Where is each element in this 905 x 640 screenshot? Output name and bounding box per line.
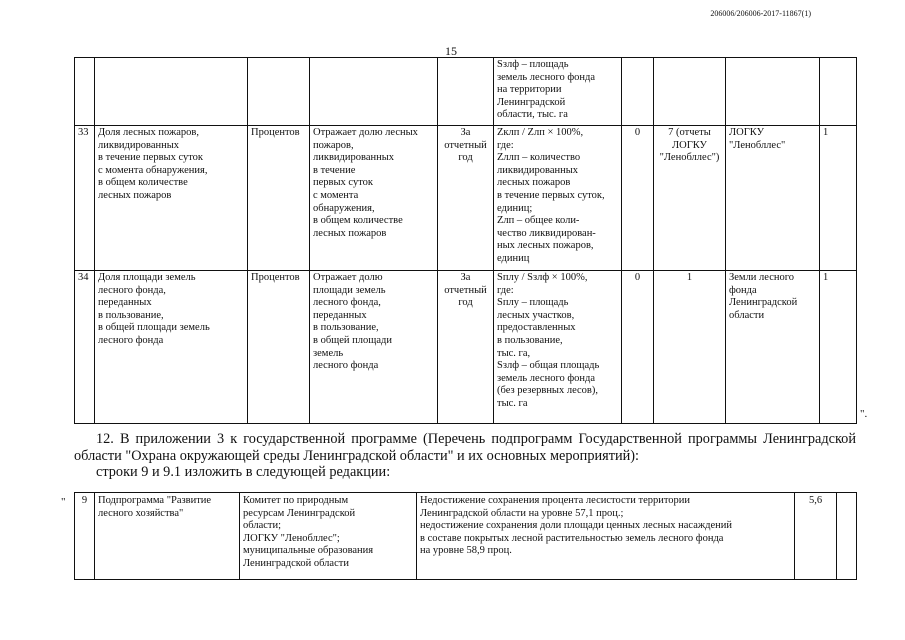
cell-source: 1 — [654, 271, 726, 424]
closing-quote: ". — [860, 408, 868, 420]
cell-responsible: Земли лесного фонда Ленинградской области — [726, 271, 820, 424]
cell-num — [75, 58, 95, 126]
cell-executors: Комитет по природным ресурсам Ленинградской области; ЛОГКУ "Ленобллес"; муниципальные образования Ленинградской области — [240, 493, 417, 580]
paragraph-text: 12. В приложении 3 к государственной программе (Перечень подпрограмм Государственной программы Ленинградской области "Охрана окружающей среды Ленинградской области" и их основных мероприятий): — [74, 431, 856, 464]
cell-num: 33 — [75, 126, 95, 271]
cell-last: 1 — [820, 126, 857, 271]
cell-formula: Zклп / Zлп × 100%, где: Zллп – количество ликвидированных лесных пожаров в течение первых суток, единиц; Zлп – общее коли- чество ликвидирован- ных лесных пожаров, единиц — [494, 126, 622, 271]
cell-desc — [310, 58, 438, 126]
cell-unit: Процентов — [248, 271, 310, 424]
cell-name: Доля площади земель лесного фонда, переданных в пользование, в общей площади земель лесного фонда — [95, 271, 248, 424]
table-row — [75, 126, 857, 271]
cell-base — [622, 58, 654, 126]
page-number: 15 — [445, 44, 457, 58]
cell-formula: Sзлф – площадь земель лесного фонда на территории Ленинградской области, тыс. га — [494, 58, 622, 126]
cell-last — [837, 493, 857, 580]
subprogram-table — [74, 492, 857, 580]
cell-subprogram-name: Подпрограмма "Развитие лесного хозяйства" — [95, 493, 240, 580]
cell-indicator-link: 5,6 — [795, 493, 837, 580]
cell-unit: Процентов — [248, 126, 310, 271]
cell-name: Доля лесных пожаров, ликвидированных в течение первых суток с момента обнаружения, в общем количестве лесных пожаров — [95, 126, 248, 271]
document-id: 206006/206006-2017-11867(1) — [710, 9, 811, 18]
opening-quote: " — [61, 496, 66, 508]
cell-desc: Отражает долю площади земель лесного фонда, переданных в пользование, в общей площади земель лесного фонда — [310, 271, 438, 424]
cell-unit — [248, 58, 310, 126]
cell-name — [95, 58, 248, 126]
cell-num: 9 — [75, 493, 95, 580]
cell-responsible: ЛОГКУ "Ленобллес" — [726, 126, 820, 271]
cell-base: 0 — [622, 126, 654, 271]
cell-source: 7 (отчеты ЛОГКУ "Ленобллес") — [654, 126, 726, 271]
cell-period: За отчетный год — [438, 271, 494, 424]
amendment-paragraph — [74, 431, 856, 464]
cell-formula: Sплу / Sзлф × 100%, где: Sплу – площадь лесных участков, предоставленных в пользование, тыс. га, Sзлф – общая площадь земель лесного фонда (без резервных лесов), тыс. га — [494, 271, 622, 424]
table-row — [75, 271, 857, 424]
cell-num: 34 — [75, 271, 95, 424]
table-row — [75, 493, 857, 580]
cell-desc: Отражает долю лесных пожаров, ликвидированных в течение первых суток с момента обнаружения, в общем количестве лесных пожаров — [310, 126, 438, 271]
cell-responsible — [726, 58, 820, 126]
cell-base: 0 — [622, 271, 654, 424]
cell-last: 1 — [820, 271, 857, 424]
cell-period — [438, 58, 494, 126]
cell-consequences: Недостижение сохранения процента лесистости территории Ленинградской области на уровне 57,1 проц.; недостижение сохранения доли площади ценных лесных насаждений в составе покрытых лесной растительностью земель лесного фонда на уровне 58,9 проц. — [417, 493, 795, 580]
cell-source — [654, 58, 726, 126]
paragraph-line2: строки 9 и 9.1 изложить в следующей редакции: — [96, 464, 391, 480]
cell-period: За отчетный год — [438, 126, 494, 271]
cell-last — [820, 58, 857, 126]
indicators-table — [74, 57, 857, 424]
table-row — [75, 58, 857, 126]
